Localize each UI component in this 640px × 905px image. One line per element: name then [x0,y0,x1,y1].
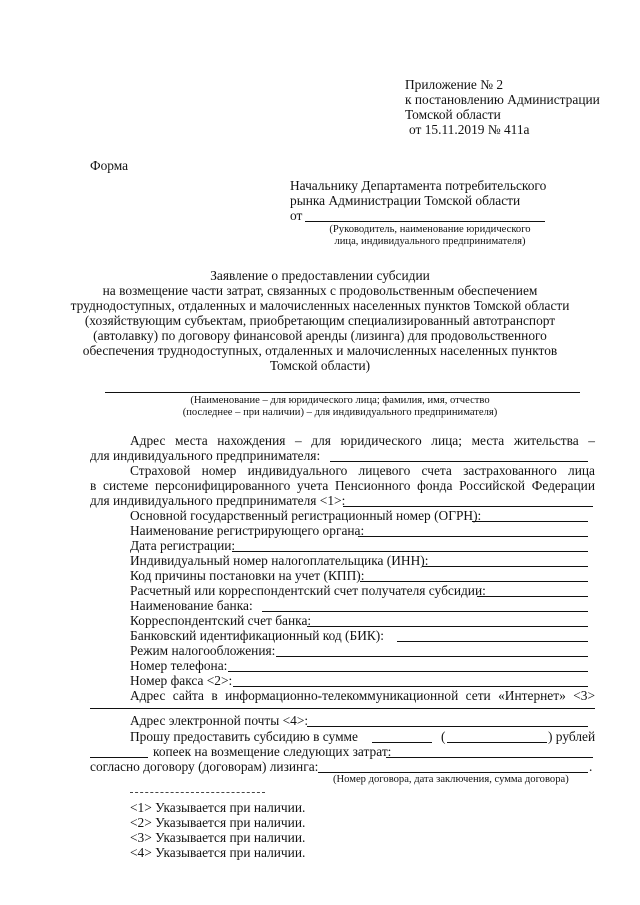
leasing-label: согласно договору (договорам) лизинга: [90,759,319,774]
footnote-4: <4> Указывается при наличии. [130,845,306,860]
address-label-line2: для индивидуального предпринимателя: [90,448,321,463]
footnote-3: <3> Указывается при наличии. [130,830,306,845]
snils-label-line1: Страховой номер индивидуального лицевого счета застрахованного лица [130,463,595,478]
addressee-line2: рынка Администрации Томской области [290,193,521,208]
name-hint-line2: (последнее – при наличии) – для индивидуального предпринимателя) [182,407,498,418]
amount-rubles-field[interactable] [372,742,432,743]
bank-name-label: Наименование банка: [130,598,253,613]
title-line5: (автолавку) по договору финансовой аренды (лизинга) для продовольственного [93,328,547,343]
address-label-line1: Адрес места нахождения – для юридического лица; места жительства – [130,433,595,448]
appendix-line3: Томской области [405,107,501,122]
email-label: Адрес электронной почты <4>: [130,713,309,728]
phone-field[interactable] [228,671,588,672]
ogrn-label: Основной государственный регистрационный номер (ОГРН): [130,508,482,523]
expenses-field[interactable] [386,757,593,758]
reg-date-label: Дата регистрации: [130,538,236,553]
request-label: Прошу предоставить субсидию в сумме [130,729,358,744]
footnote-separator [130,792,265,793]
tax-regime-label: Режим налогообложения: [130,643,276,658]
fax-field[interactable] [233,686,588,687]
ogrn-field[interactable] [472,521,588,522]
reg-date-field[interactable] [232,551,588,552]
addressee-hint2: лица, индивидуального предпринимателя) [334,236,526,247]
name-hint-line1: (Наименование – для юридического лица; фамилия, имя, отчество [190,395,490,406]
title-line4: (хозяйствующим субъектам, приобретающим специализированный автотранспорт [84,313,556,328]
title-line2: на возмещение части затрат, связанных с продовольственным обеспечением [102,283,538,298]
addressee-from-field[interactable] [305,221,545,222]
amount-paren-open: ( [441,729,446,744]
snils-label-line3: для индивидуального предпринимателя <1>: [90,493,346,508]
form-label: Форма [90,158,129,173]
website-label: Адрес сайта в информационно-телекоммуникационной сети «Интернет» <3> [130,688,595,703]
bik-label: Банковский идентификационный код (БИК): [130,628,384,643]
phone-label: Номер телефона: [130,658,228,673]
kopeks-label: копеек на возмещение следующих затрат: [153,744,392,759]
snils-field[interactable] [343,506,593,507]
kpp-label: Код причины постановки на учет (КПП): [130,568,365,583]
website-field[interactable] [90,708,595,709]
title-line1: Заявление о предоставлении субсидии [210,268,430,283]
title-line6: обеспечения труднодоступных, отдаленных и малочисленных населенных пунктов [82,343,558,358]
corr-account-field[interactable] [307,626,588,627]
footnote-2: <2> Указывается при наличии. [130,815,306,830]
bik-field[interactable] [397,641,588,642]
inn-label: Индивидуальный номер налогоплательщика (ИНН): [130,553,429,568]
inn-field[interactable] [422,566,588,567]
tax-regime-field[interactable] [276,656,588,657]
account-label: Расчетный или корреспондентский счет получателя субсидии: [130,583,486,598]
fax-label: Номер факса <2>: [130,673,233,688]
appendix-line2: к постановлению Администрации [405,92,600,107]
reg-body-field[interactable] [358,536,588,537]
leasing-end: . [589,759,593,774]
snils-label-line2: в системе персонифицированного учета Пенсионного фонда Российской Федерации [90,478,595,493]
address-field[interactable] [330,461,588,462]
reg-body-label: Наименование регистрирующего органа: [130,523,365,538]
leasing-hint: (Номер договора, дата заключения, сумма договора) [333,774,569,785]
appendix-line4: от 15.11.2019 № 411а [409,122,530,137]
corr-account-label: Корреспондентский счет банка: [130,613,312,628]
appendix-line1: Приложение № 2 [405,77,504,92]
title-line7: Томской области) [269,358,371,373]
amount-words-field[interactable] [447,742,547,743]
bank-name-field[interactable] [262,611,588,612]
addressee-line1: Начальнику Департамента потребительского [290,178,547,193]
applicant-name-field[interactable] [105,392,580,393]
amount-kopeks-field[interactable] [90,757,148,758]
leasing-field[interactable] [318,772,588,773]
title-line3: труднодоступных, отдаленных и малочисленных населенных пунктов Томской области [70,298,570,313]
email-field[interactable] [307,726,588,727]
kpp-field[interactable] [360,581,588,582]
account-field[interactable] [477,596,588,597]
addressee-from-prefix: от [290,208,303,223]
amount-paren-close: ) рублей [548,729,596,744]
addressee-hint1: (Руководитель, наименование юридического [329,224,531,235]
footnote-1: <1> Указывается при наличии. [130,800,306,815]
